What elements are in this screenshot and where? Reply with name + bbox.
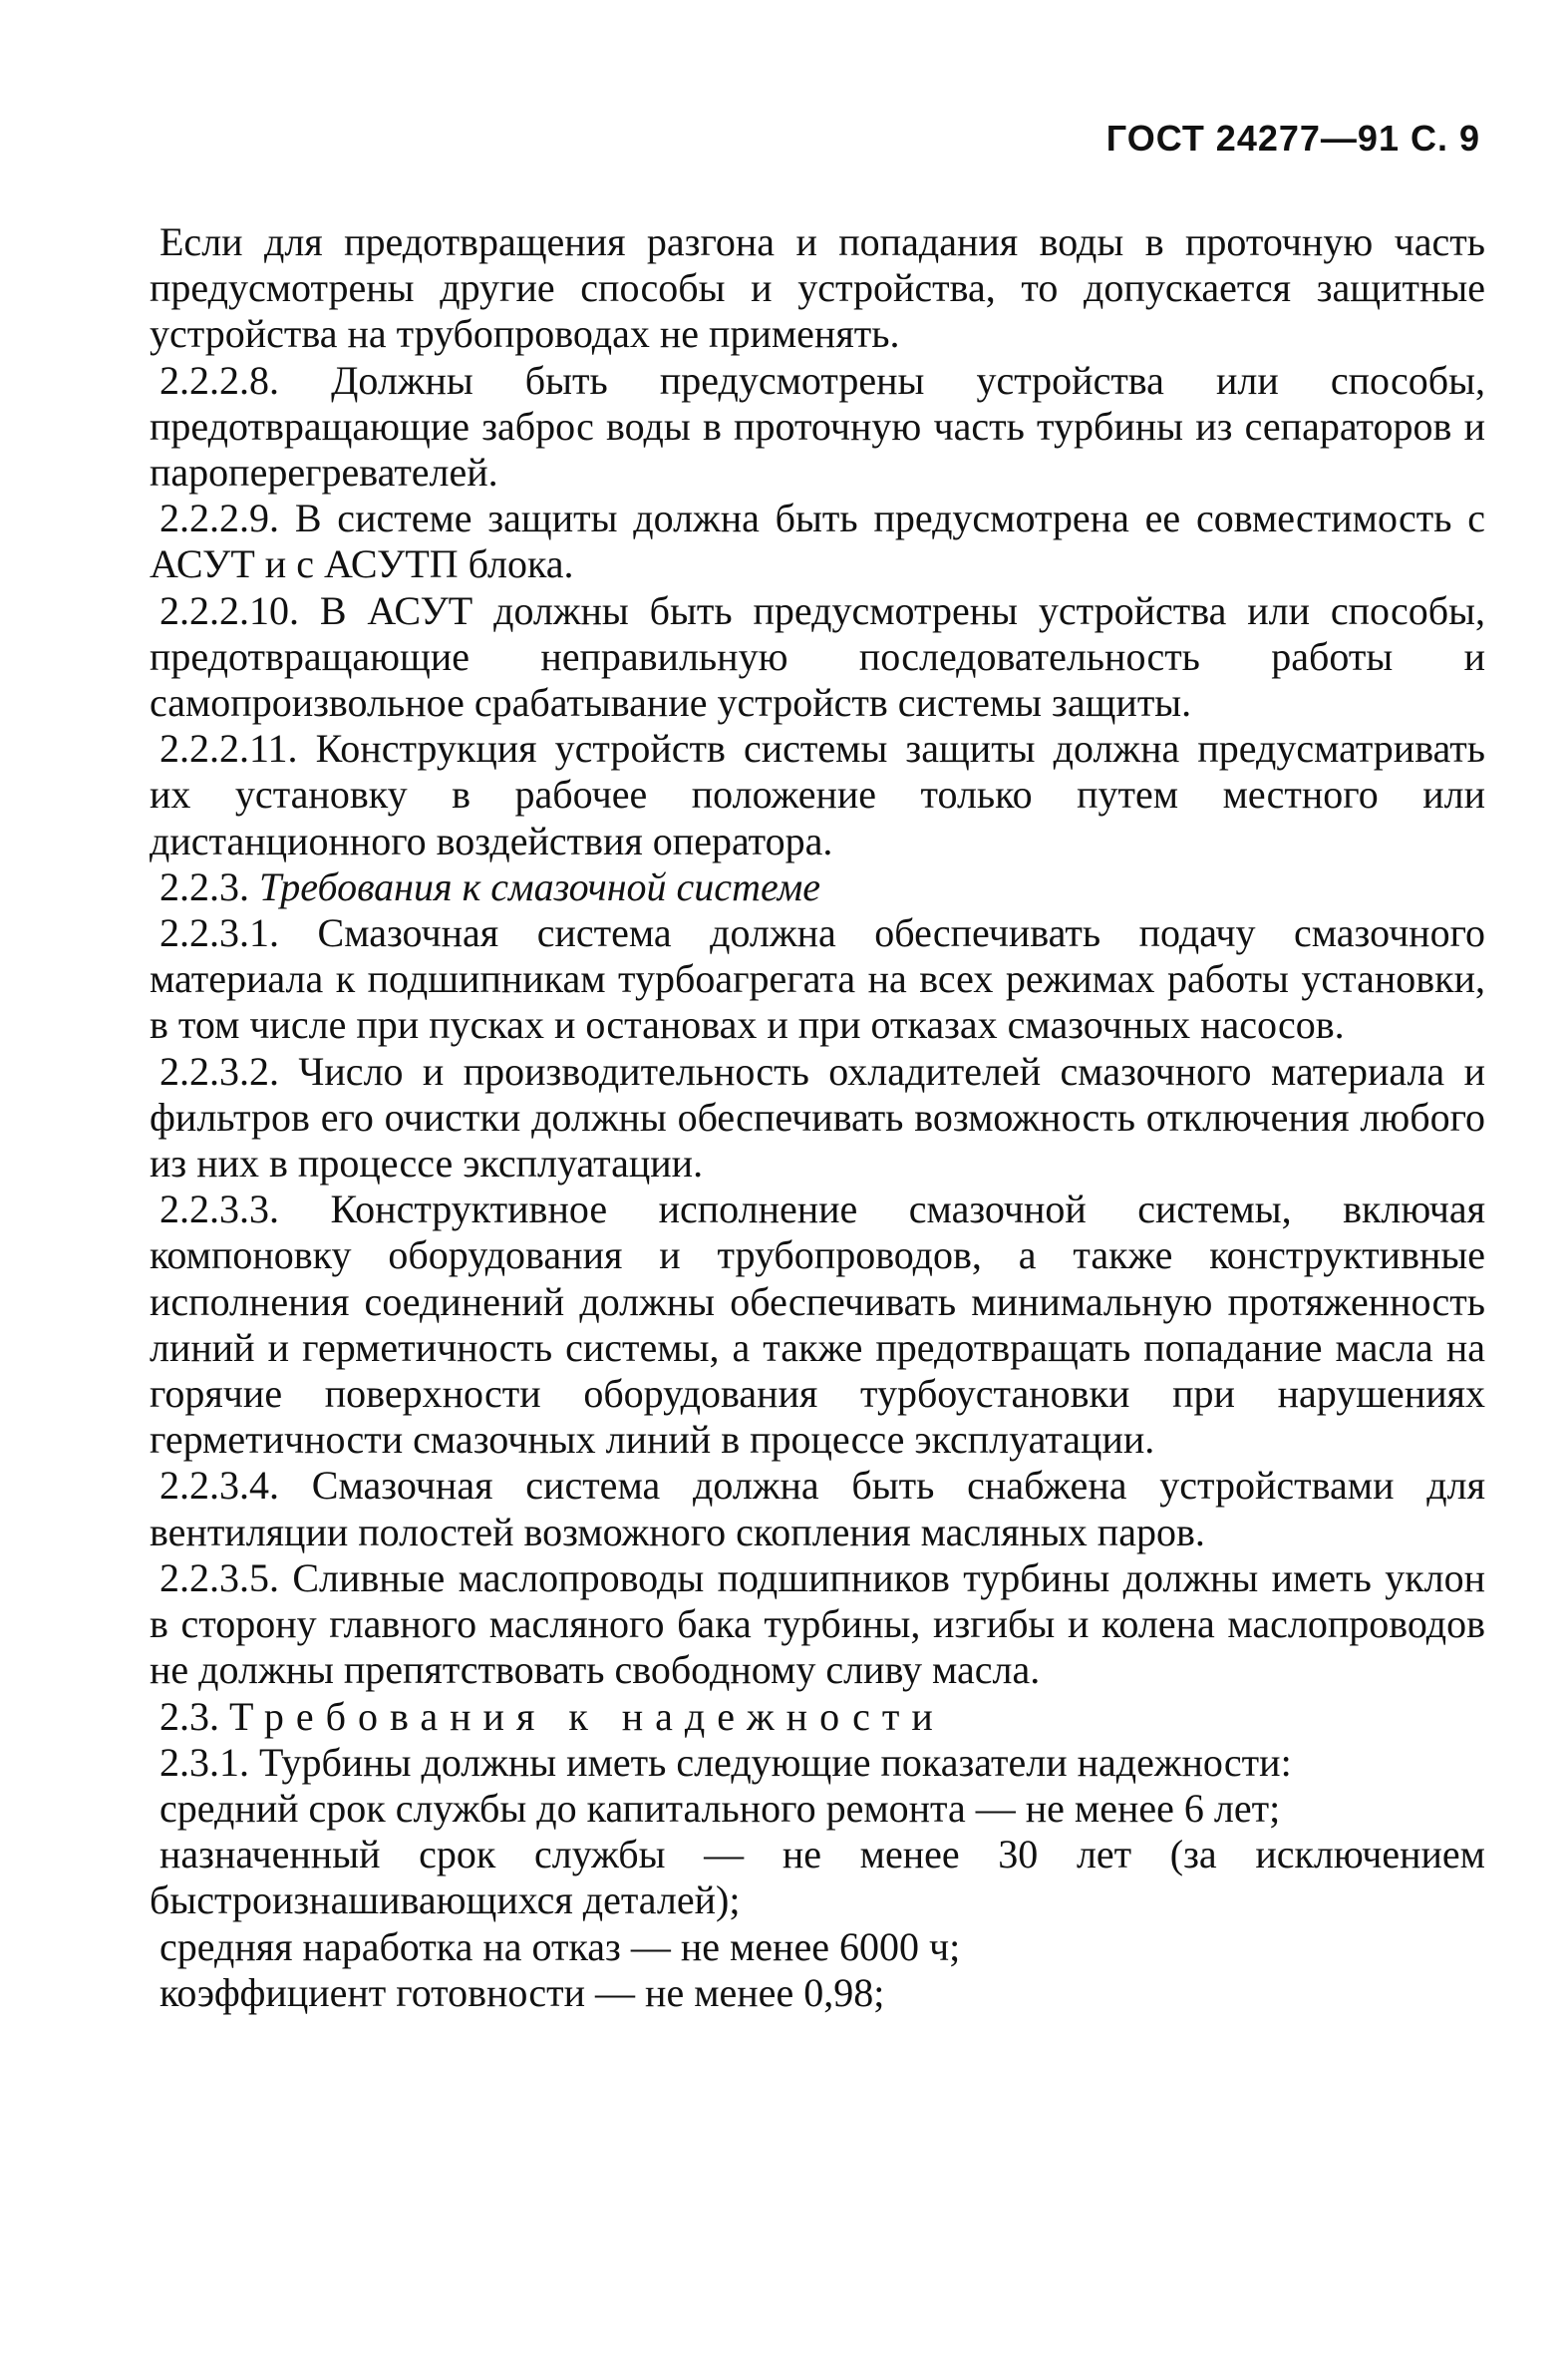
body-text [150,219,1485,2016]
list-item-overhaul-life: средний срок службы до капитального ремонта — не менее 6 лет; [159,1785,1281,1831]
paragraph-2-2-3-2: 2.2.3.2. Число и производительность охладителей смазочного материала и фильтров его очистки должны обеспечивать возможность отключения любого из них в процессе эксплуатации. [150,1048,1485,1187]
running-header: ГОСТ 24277—91 С. 9 [1105,118,1480,159]
paragraph-intro: Если для предотвращения разгона и попадания воды в проточную часть предусмотрены другие способы и устройства, то допускается защитные устройства на трубопроводах не применять. [150,219,1485,357]
paragraph-2-2-3-3: 2.2.3.3. Конструктивное исполнение смазочной системы, включая компоновку оборудования и трубопроводов, а также конструктивные исполнения соединений должны обеспечивать минимальную протяженность линий и герметичность системы, а также предотвращать попадание масла на горячие поверхности оборудования турбоустановки при нарушениях герметичности смазочных линий в процессе эксплуатации. [150,1187,1485,1463]
section-heading-2-2-3 [150,864,1485,910]
section-title: Требования к смазочной системе [259,863,820,909]
paragraph-2-2-2-9: 2.2.2.9. В системе защиты должна быть предусмотрена ее совместимость с АСУТ и с АСУТП блока. [150,496,1485,587]
section-title: Требования к надежности [229,1693,945,1739]
paragraph-2-2-2-10: 2.2.2.10. В АСУТ должны быть предусмотрены устройства или способы, предотвращающие неправильную последовательность работы и самопроизвольное срабатывание устройств системы защиты. [150,587,1485,726]
paragraph-2-2-3-4: 2.2.3.4. Смазочная система должна быть снабжена устройствами для вентиляции полостей возможного скопления масляных паров. [150,1463,1485,1554]
paragraph-2-2-3-5: 2.2.3.5. Сливные маслопроводы подшипников турбины должны иметь уклон в сторону главного масляного бака турбины, изгибы и колена маслопроводов не должны препятствовать свободному сливу масла. [150,1554,1485,1693]
list-item-availability: коэффициент готовности — не менее 0,98; [159,1969,885,2015]
section-number: 2.2.3. [159,863,249,909]
list-item-service-life: назначенный срок службы — не менее 30 лет (за исключением быстроизнашивающихся деталей); [150,1832,1485,1923]
paragraph-2-3-1: 2.3.1. Турбины должны иметь следующие показатели надежности: [159,1739,1292,1785]
section-heading-2-3 [150,1694,1485,1740]
paragraph-2-2-2-11: 2.2.2.11. Конструкция устройств системы защиты должна предусматривать их установку в рабочее положение только путем местного или дистанционного воздействия оператора. [150,726,1485,863]
paragraph-2-2-3-1: 2.2.3.1. Смазочная система должна обеспечивать подачу смазочного материала к подшипникам турбоагрегата на всех режимах работы установки, в том числе при пусках и остановах и при отказах смазочных насосов. [150,910,1485,1048]
list-item-mtbf: средняя наработка на отказ — не менее 6000 ч; [159,1923,961,1969]
section-number: 2.3. [159,1693,219,1739]
paragraph-2-2-2-8: 2.2.2.8. Должны быть предусмотрены устройства или способы, предотвращающие заброс воды в проточную часть турбины из сепараторов и пароперегревателей. [150,357,1485,496]
